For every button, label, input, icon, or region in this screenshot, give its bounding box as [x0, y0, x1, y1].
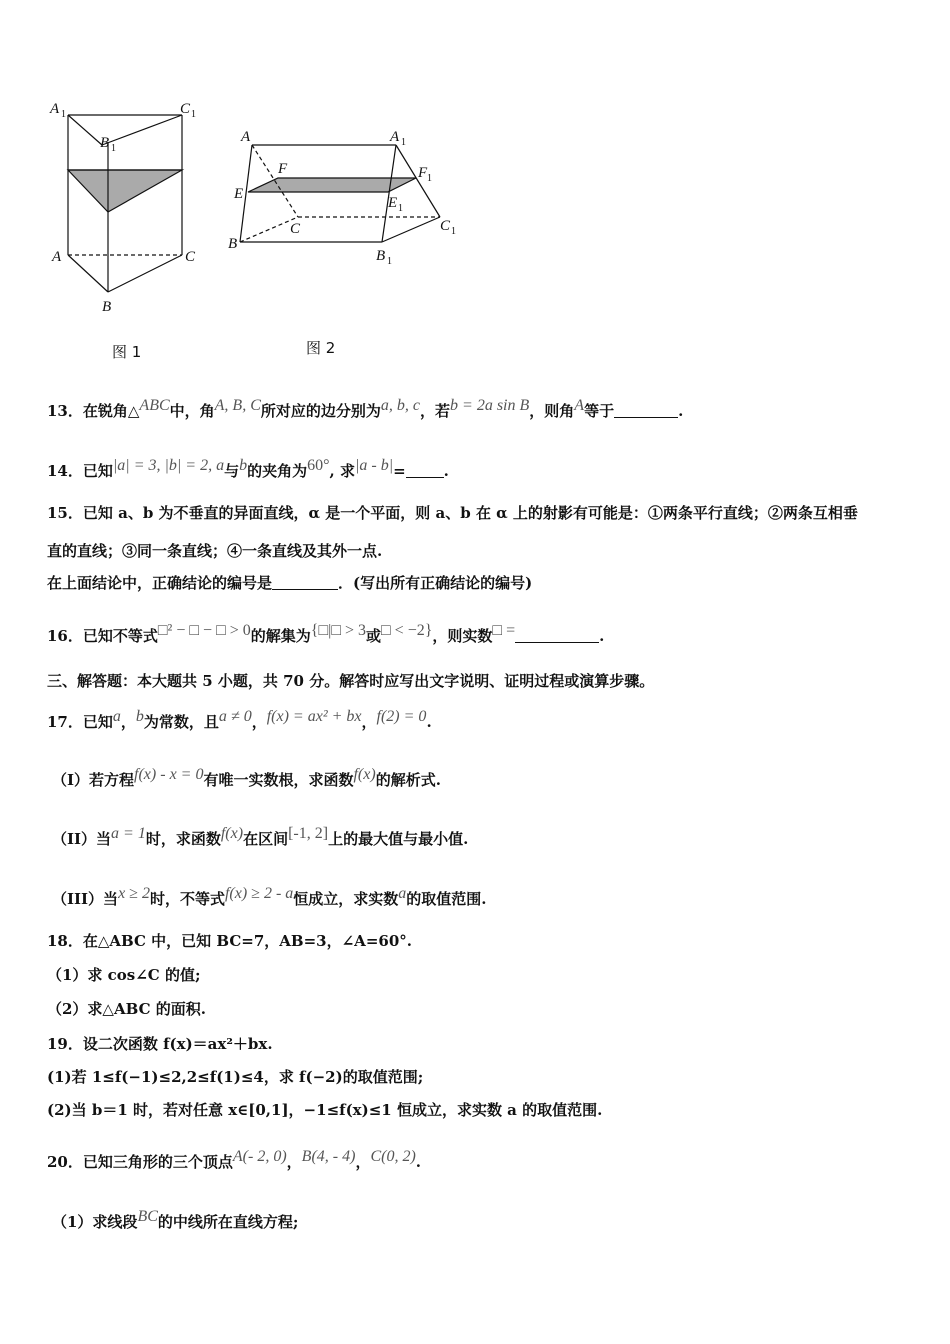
geometry-figures: [40, 95, 470, 365]
q17-text-5: ，: [361, 713, 377, 731]
q16-text-4: ，则实数: [432, 627, 493, 645]
q20-math-2: B(4, - 4): [301, 1148, 356, 1165]
q16-text-5: .: [599, 627, 605, 645]
q14-text-4: , 求: [329, 462, 355, 480]
fig2-label-C1: C: [440, 218, 451, 234]
q17-p1-math-1: f(x) - x = 0: [134, 766, 204, 783]
figure-1-caption: 图 1: [112, 343, 142, 361]
q14-math-1: |a| = 3, |b| = 2, a: [112, 457, 225, 474]
q20-text-1: 已知三角形的三个顶点: [82, 1153, 233, 1171]
section-3-heading: 三、解答题：本大题共 5 小题，共 70 分。解答时应写出文字说明、证明过程或演算步骤。: [47, 672, 655, 690]
q17-number: 17．: [47, 713, 83, 731]
q20-math-3: C(0, 2): [370, 1148, 416, 1165]
q13-text-2: 中，角: [169, 402, 215, 420]
question-17: [47, 706, 910, 733]
q13-answer-blank[interactable]: [614, 403, 678, 418]
fig2-label-A1-sub: 1: [401, 137, 406, 148]
question-18-line-2: （1）求 cos∠C 的值;: [47, 966, 201, 984]
fig2-label-B: B: [228, 236, 238, 252]
q17-p1-label: （I）若方程: [52, 771, 135, 789]
q17-p3-text-2: 恒成立，求实数: [293, 890, 399, 908]
fig1-label-C: C: [185, 249, 196, 265]
fig2-label-E1-sub: 1: [398, 203, 403, 214]
q17-p2-label: （II）当: [52, 830, 112, 848]
figure-2-caption: 图 2: [306, 339, 336, 357]
fig2-label-E: E: [234, 186, 244, 202]
question-14: [47, 455, 910, 482]
fig2-label-C: C: [290, 221, 301, 237]
q20-math-1: A(- 2, 0): [232, 1148, 287, 1165]
q17-p3-text-3: 的取值范围.: [406, 890, 487, 908]
q16-text-3: 或: [366, 627, 382, 645]
fig2-label-A: A: [241, 129, 251, 145]
q20-p1-text-1: 的中线所在直线方程;: [157, 1213, 299, 1231]
q20-text-4: .: [415, 1153, 422, 1171]
q17-p2-math-3: [-1, 2]: [288, 825, 329, 842]
q17-math-1: a: [112, 708, 121, 725]
question-20: [47, 1146, 910, 1173]
q20-p1-math-1: BC: [137, 1208, 158, 1225]
question-15-line-1: 15．已知 a、b 为不垂直的异面直线，α 是一个平面，则 a、b 在 α 上的射影有可能是：①两条平行直线；②两条互相垂: [47, 504, 858, 522]
q17-p2-text-2: 在区间: [243, 830, 289, 848]
q17-p2-text-1: 时，求函数: [145, 830, 221, 848]
q15-answer-blank[interactable]: [272, 575, 338, 590]
q13-text-7: .: [678, 402, 684, 420]
q16-text-1: 已知不等式: [82, 627, 158, 645]
q14-math-3: 60°: [307, 457, 330, 474]
fig1-label-B1-sub: 1: [111, 143, 116, 154]
figure-2-labels: [228, 129, 456, 357]
q17-p3-label: （III）当: [52, 890, 119, 908]
q16-text-2: 的解集为: [250, 627, 311, 645]
q17-text-2: ，: [120, 713, 136, 731]
q17-p3-text-1: 时，不等式: [149, 890, 225, 908]
q16-math-2: {□|□ > 3: [310, 622, 366, 639]
q17-p1-text-2: 的解析式.: [375, 771, 441, 789]
fig2-label-C1-sub: 1: [451, 226, 456, 237]
q13-math-4: b = 2a sin B: [450, 397, 530, 414]
q14-text-3: 的夹角为: [247, 462, 308, 480]
figure-2-prism: [240, 145, 440, 242]
q13-text-6: 等于: [584, 402, 615, 420]
fig2-label-F1-sub: 1: [427, 173, 432, 184]
fig1-label-C1-sub: 1: [191, 109, 196, 120]
q20-text-2: ，: [286, 1153, 302, 1171]
question-15-line-3: [47, 572, 910, 594]
fig2-label-B1: B: [376, 248, 386, 264]
figures-area: [40, 95, 470, 365]
q13-number: 13．: [47, 402, 83, 420]
q13-math-3: a, b, c: [380, 397, 420, 414]
q17-p3-math-2: f(x) ≥ 2 - a: [224, 885, 294, 902]
fig1-label-C1: C: [180, 101, 191, 117]
q15-text-a: 在上面结论中，正确结论的编号是: [47, 574, 273, 592]
fig2-label-E1: E: [388, 195, 398, 211]
q14-text-6: .: [443, 462, 449, 480]
question-17-part-3: [52, 883, 910, 910]
question-19-line-2: (1)若 1≤f(−1)≤2,2≤f(1)≤4，求 f(−2)的取值范围;: [47, 1068, 424, 1086]
q17-math-5: f(2) = 0: [376, 708, 427, 725]
figure-1-prism: [68, 115, 182, 292]
q13-math-1: ABC: [139, 397, 170, 414]
question-19-line-3: (2)当 b＝1 时，若对任意 x∈[0,1]，−1≤f(x)≤1 恒成立，求实数 a 的取值范围.: [47, 1101, 603, 1119]
fig2-label-B1-sub: 1: [387, 256, 392, 267]
q17-text-3: 为常数，且: [143, 713, 219, 731]
q14-text-1: 已知: [82, 462, 113, 480]
q20-number: 20．: [47, 1153, 83, 1171]
q13-text-4: ，若: [420, 402, 451, 420]
q17-text-6: .: [426, 713, 432, 731]
fig2-label-F: F: [278, 161, 288, 177]
fig1-label-B1: B: [100, 135, 110, 151]
q14-number: 14．: [47, 462, 83, 480]
q14-math-4: |a - b|: [354, 457, 394, 474]
q16-math-3: □ < −2}: [381, 622, 433, 639]
fig1-label-A1: A: [50, 101, 60, 117]
question-19-line-1: 19．设二次函数 f(x)＝ax²＋bx.: [47, 1035, 273, 1053]
q13-text-3: 所对应的边分别为: [260, 402, 381, 420]
q13-text-1: 在锐角△: [82, 402, 140, 420]
q13-math-5: A: [574, 397, 585, 414]
figure-1-section: [68, 170, 182, 212]
question-15-line-2: 直的直线；③同一条直线；④一条直线及其外一点.: [47, 542, 383, 560]
q13-text-5: ，则角: [529, 402, 575, 420]
q15-text-b: ．(写出所有正确结论的编号): [338, 574, 533, 592]
q16-math-1: □² − □ − □ > 0: [157, 622, 251, 639]
q17-text-4: ，: [251, 713, 267, 731]
q17-math-3: a ≠ 0: [218, 708, 252, 725]
q20-p1-label: （1）求线段: [52, 1213, 138, 1231]
question-18-line-1: 18．在△ABC 中，已知 BC=7，AB=3，∠A=60°.: [47, 932, 412, 950]
question-20-part-1: [52, 1206, 910, 1233]
question-16: [47, 620, 910, 647]
q17-math-4: f(x) = ax² + bx: [266, 708, 362, 725]
question-18-line-3: （2）求△ABC 的面积.: [47, 1000, 206, 1018]
q13-math-2: A, B, C: [214, 397, 261, 414]
q20-text-3: ，: [355, 1153, 371, 1171]
fig1-label-A: A: [52, 249, 62, 265]
question-17-part-1: [52, 764, 910, 791]
q17-p2-text-3: 上的最大值与最小值.: [328, 830, 469, 848]
q14-text-2: 与: [224, 462, 240, 480]
q17-p1-math-2: f(x): [353, 766, 376, 783]
q14-math-2: b: [239, 457, 248, 474]
q16-number: 16．: [47, 627, 83, 645]
q17-p2-math-1: a = 1: [111, 825, 146, 842]
fig1-label-A1-sub: 1: [61, 109, 66, 120]
figure-1-labels: [49, 101, 196, 361]
q17-p3-math-1: x ≥ 2: [118, 885, 150, 902]
q17-p3-math-3: a: [398, 885, 407, 902]
q14-text-5: =: [393, 462, 406, 480]
fig2-label-F1: F: [418, 165, 428, 181]
fig1-label-B: B: [102, 299, 112, 315]
q17-p2-math-2: f(x): [220, 825, 244, 842]
q14-answer-blank[interactable]: [406, 463, 444, 478]
q16-answer-blank[interactable]: [515, 628, 599, 643]
q16-math-4: □ =: [492, 622, 516, 639]
q17-math-2: b: [135, 708, 144, 725]
q17-text-1: 已知: [82, 713, 113, 731]
question-17-part-2: [52, 823, 910, 850]
question-13: [47, 395, 910, 422]
q17-p1-text-1: 有唯一实数根，求函数: [203, 771, 354, 789]
fig2-label-A1: A: [390, 129, 400, 145]
